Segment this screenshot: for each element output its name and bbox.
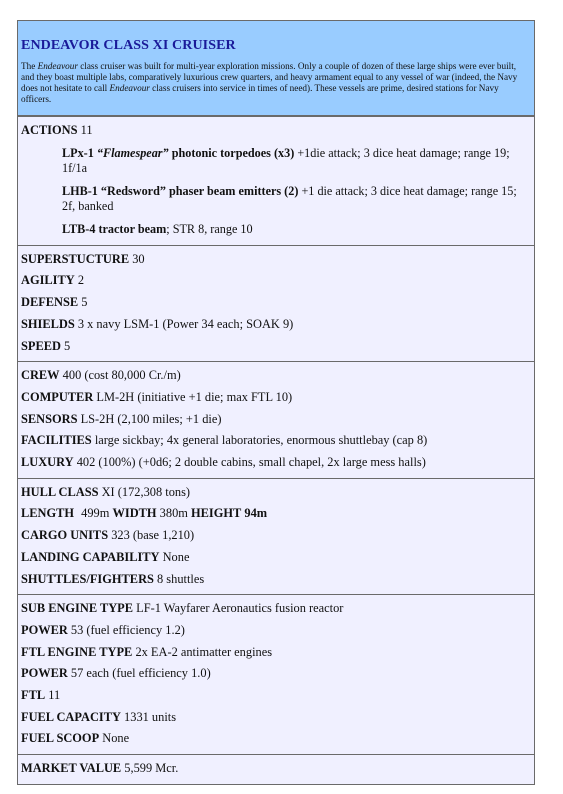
stat-value: 5,599 Mcr.: [124, 761, 179, 776]
weapon-name: LHB-1 “Redsword” phaser beam emitters (2): [62, 183, 299, 198]
weapon-name: LTB-4 tractor beam: [62, 221, 167, 236]
stat-row-facilities: [21, 430, 531, 452]
stat-value: 57 each (fuel efficiency 1.0): [70, 666, 211, 681]
stat-label: SUPERSTUCTURE: [21, 251, 130, 266]
stat-row-superstructure: [21, 249, 531, 271]
stat-label: FTL ENGINE TYPE: [21, 644, 133, 659]
stat-row-market-value: [21, 758, 531, 780]
stat-row-fuel-capacity: [21, 707, 531, 729]
ship-description: [21, 61, 530, 105]
stat-row-ftl-power: [21, 663, 531, 685]
stat-row-agility: [21, 270, 531, 292]
stat-row-computer: [21, 387, 531, 409]
stat-row-defense: [21, 292, 531, 314]
actions-section: [18, 116, 534, 245]
stat-label: HULL CLASS: [21, 484, 99, 499]
stat-label: LUXURY: [21, 455, 74, 470]
weapon-torpedoes: [62, 142, 531, 180]
stat-row-landing: [21, 547, 531, 569]
crew-section: [18, 361, 534, 478]
stat-row-sensors: [21, 409, 531, 431]
stat-value: 30: [132, 251, 145, 266]
stat-label: POWER: [21, 622, 68, 637]
stat-row-dimensions: [21, 503, 531, 525]
stat-label: AGILITY: [21, 273, 75, 288]
stat-label: COMPUTER: [21, 389, 94, 404]
stat-row-shuttles: [21, 569, 531, 591]
stat-value: 2: [77, 273, 85, 288]
defense-section: [18, 245, 534, 362]
stat-value: 3 x navy LSM-1 (Power 34 each; SOAK 9): [77, 316, 294, 331]
stat-value: None: [162, 549, 190, 564]
actions-row: [21, 120, 531, 142]
stat-value: XI (172,308 tons): [101, 484, 191, 499]
weapon-phasers: [62, 180, 531, 218]
weapon-name: [62, 146, 294, 160]
height-label: HEIGHT: [191, 506, 242, 521]
stat-label: MARKET VALUE: [21, 761, 122, 776]
stat-label: FUEL CAPACITY: [21, 709, 121, 724]
stat-value: large sickbay; 4x general laboratories, enormous shuttlebay (cap 8): [94, 433, 428, 448]
intro-ship-name-2: Endeavour: [109, 83, 150, 93]
stat-value: LS-2H (2,100 miles; +1 die): [80, 411, 222, 426]
weapon-desc: ; STR 8, range 10: [166, 221, 253, 236]
ship-title: ENDEAVOR CLASS XI CRUISER: [21, 38, 236, 53]
actions-value: 11: [80, 123, 93, 137]
length-value: 499m: [81, 506, 110, 521]
stat-row-sub-engine: [21, 598, 531, 620]
market-section: [18, 754, 534, 784]
stat-label: CREW: [21, 368, 60, 383]
stat-block: [17, 20, 535, 785]
stat-label: LANDING CAPABILITY: [21, 549, 160, 564]
stat-label: FTL: [21, 688, 46, 703]
stat-block-header: [18, 21, 534, 116]
stat-label: CARGO UNITS: [21, 528, 109, 543]
length-label: LENGTH: [21, 506, 75, 521]
stat-value: 8 shuttles: [157, 571, 205, 586]
weapon-desc: +1 die attack; 3 dice heat damage; range 15; 2f, banked: [62, 183, 517, 213]
stat-row-sub-power: [21, 620, 531, 642]
stat-label: SENSORS: [21, 411, 78, 426]
stat-row-ftl: [21, 685, 531, 707]
width-value: 380m: [159, 506, 188, 521]
actions-label: ACTIONS: [21, 123, 78, 137]
intro-ship-name: Endeavour: [37, 61, 78, 71]
stat-label: FUEL SCOOP: [21, 731, 100, 746]
stat-row-fuel-scoop: [21, 728, 531, 750]
stat-value: LF-1 Wayfarer Aeronautics fusion reactor: [136, 601, 344, 616]
stat-row-ftl-engine: [21, 642, 531, 664]
engines-section: [18, 594, 534, 754]
stat-value: 1331 units: [124, 709, 177, 724]
stat-row-crew: [21, 365, 531, 387]
stat-value: 400 (cost 80,000 Cr./m): [62, 368, 181, 383]
stat-value: LM-2H (initiative +1 die; max FTL 10): [96, 389, 293, 404]
height-value: 94m: [244, 506, 268, 521]
weapon-name-italic: “Flamespear”: [96, 145, 169, 160]
weapon-name-prefix: LPx-1: [62, 145, 97, 160]
stat-value: 11: [48, 688, 61, 703]
stat-row-luxury: [21, 452, 531, 474]
weapon-name-suffix: photonic torpedoes (x3): [168, 145, 295, 160]
stat-row-cargo: [21, 525, 531, 547]
stat-label: POWER: [21, 666, 68, 681]
stat-label: SHIELDS: [21, 316, 75, 331]
stat-value: 53 (fuel efficiency 1.2): [70, 622, 185, 637]
stat-label: DEFENSE: [21, 295, 79, 310]
stat-value: 323 (base 1,210): [111, 528, 195, 543]
intro-text-1: The: [21, 61, 38, 71]
stat-label: SUB ENGINE TYPE: [21, 601, 134, 616]
weapon-desc: +1die attack; 3 dice heat damage; range 19; 1f/1a: [62, 145, 510, 175]
intro-text-2: class cruiser was built for multi-year exploration missions. Only a couple of dozen of these large ships were ever built, and they boast multiple labs, comparatively luxurious crew quarters, and heavy armament equal to any vessel of war (indeed, the Navy does not hesitate to call: [21, 61, 518, 93]
stat-value: 5: [64, 338, 71, 353]
stat-row-hull-class: [21, 482, 531, 504]
intro-text-3: class cruisers into service in times of need). These vessels are prime, desired stations for Navy officers.: [21, 83, 499, 104]
stat-value: 402 (100%) (+0d6; 2 double cabins, small chapel, 2x large mess halls): [76, 455, 426, 470]
hull-section: [18, 478, 534, 595]
weapon-tractor-beam: [62, 218, 531, 241]
stat-row-shields: [21, 314, 531, 336]
stat-value: 2x EA-2 antimatter engines: [135, 644, 273, 659]
width-label: WIDTH: [112, 506, 157, 521]
stat-value: 5: [81, 295, 88, 310]
stat-value: None: [102, 731, 130, 746]
stat-label: SHUTTLES/FIGHTERS: [21, 571, 154, 586]
stat-label: SPEED: [21, 338, 61, 353]
stat-row-speed: [21, 336, 531, 358]
stat-label: FACILITIES: [21, 433, 92, 448]
